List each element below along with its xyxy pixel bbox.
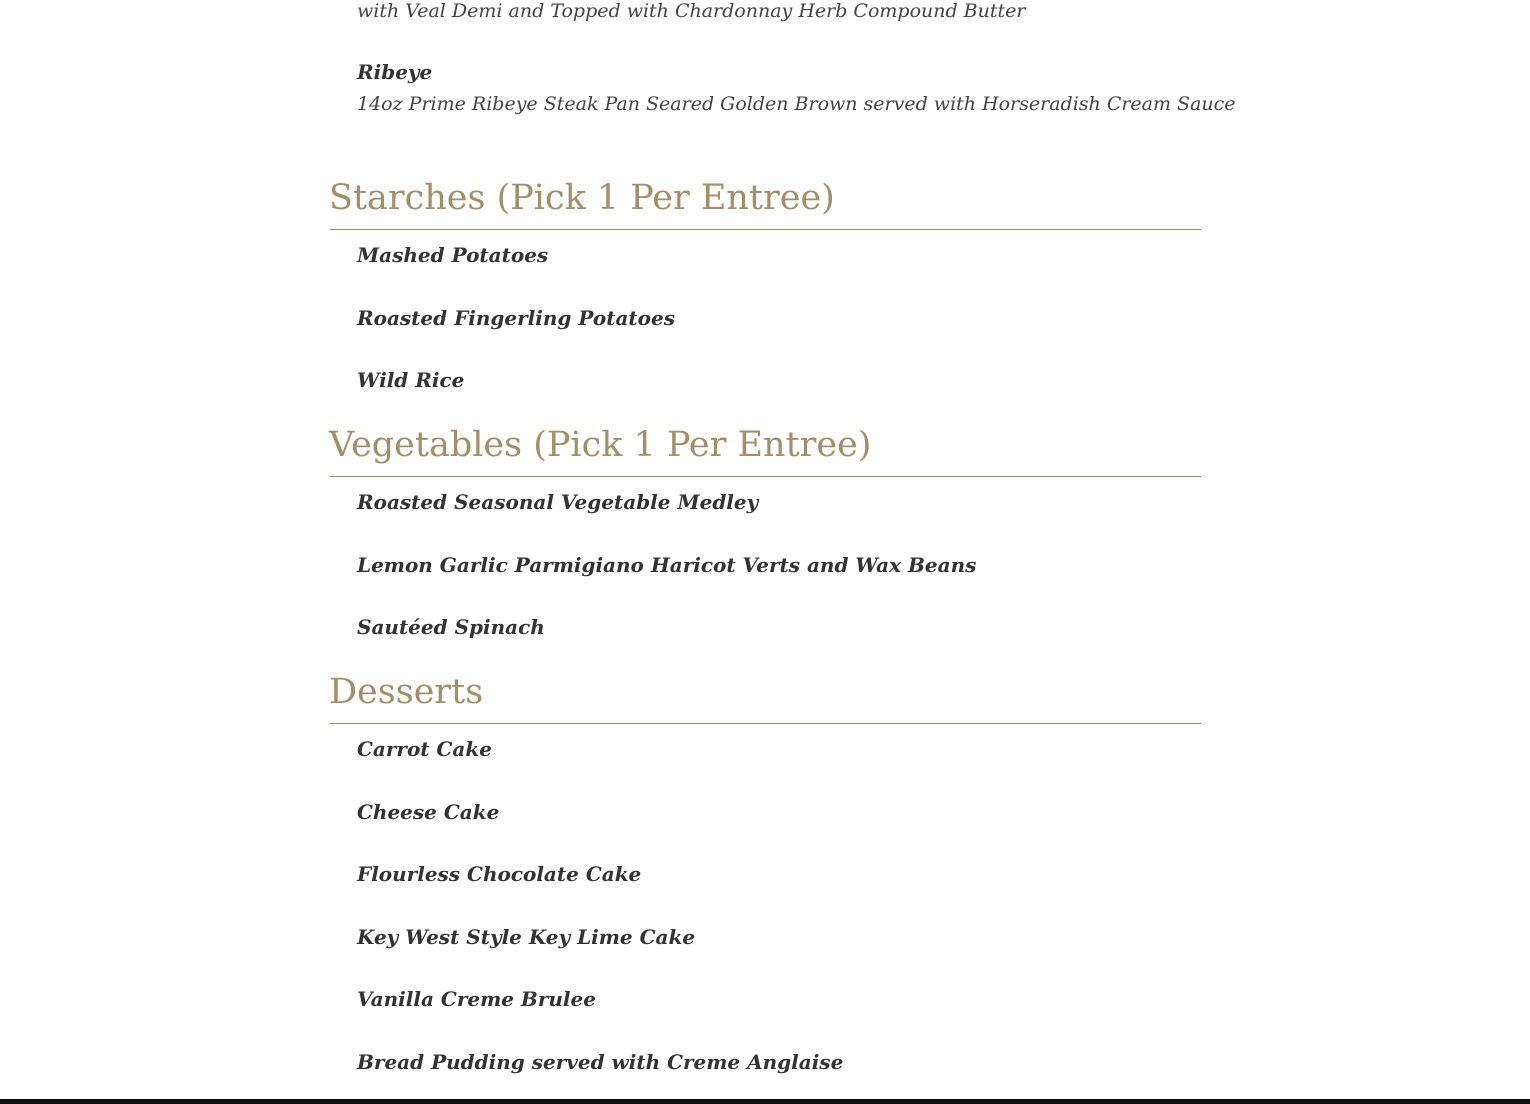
entree-description-ribeye: 14oz Prime Ribeye Steak Pan Seared Golden Brown served with Horseradish Cream Sauce <box>357 93 1236 115</box>
bottom-border <box>0 1099 1530 1104</box>
dessert-item: Flourless Chocolate Cake <box>357 862 642 886</box>
dessert-item: Vanilla Creme Brulee <box>357 987 596 1011</box>
dessert-item: Key West Style Key Lime Cake <box>357 925 696 949</box>
starch-item: Wild Rice <box>357 368 465 392</box>
section-title-starches: Starches (Pick 1 Per Entree) <box>329 178 835 218</box>
section-divider <box>330 723 1201 724</box>
vegetable-item: Roasted Seasonal Vegetable Medley <box>357 490 759 514</box>
section-title-vegetables: Vegetables (Pick 1 Per Entree) <box>329 425 872 465</box>
entree-description: with Veal Demi and Topped with Chardonnay Herb Compound Butter <box>357 0 1026 22</box>
dessert-item: Cheese Cake <box>357 800 500 824</box>
vegetable-item: Lemon Garlic Parmigiano Haricot Verts and Wax Beans <box>357 553 977 577</box>
section-divider <box>330 229 1201 230</box>
dessert-item: Carrot Cake <box>357 737 492 761</box>
entree-name-ribeye: Ribeye <box>357 60 433 84</box>
starch-item: Mashed Potatoes <box>357 243 549 267</box>
section-divider <box>330 476 1201 477</box>
vegetable-item: Sautéed Spinach <box>357 615 545 639</box>
section-title-desserts: Desserts <box>329 672 484 712</box>
dessert-item: Bread Pudding served with Creme Anglaise <box>357 1050 844 1074</box>
starch-item: Roasted Fingerling Potatoes <box>357 306 675 330</box>
